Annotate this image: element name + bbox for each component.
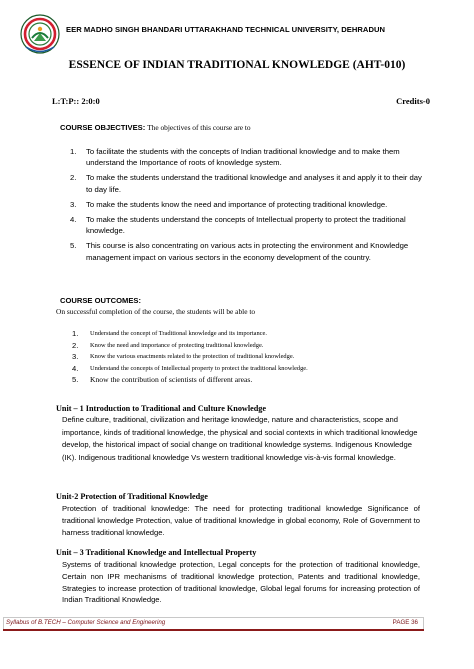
objective-text: To make the students understand the concepts of Intellectual property to protect the traditional knowledge.	[86, 215, 406, 236]
objective-item	[70, 199, 424, 210]
outcome-text: Understand the concept of Traditional knowledge and its importance.	[90, 330, 267, 337]
outcomes-list	[72, 328, 308, 386]
outcome-text: Know the various enactments related to the protection of traditional knowledge.	[90, 353, 295, 360]
ltp-hours: L:T:P:: 2:0:0	[52, 96, 100, 106]
outcome-number: 2.	[72, 340, 79, 350]
footer-syllabus-label: Syllabus of B.TECH – Computer Science and Engineering	[6, 619, 166, 626]
unit-3-body: Systems of traditional knowledge protection, Legal concepts for the protection of traditional knowledge, Certain non IPR mechanisms of traditional knowledge protection, Patents and traditional knowledge, Strategies to increase protection of traditional knowledge, Global legal forums for increasing protection of Indian Traditional Knowledge.	[62, 560, 420, 605]
university-seal-icon	[20, 14, 60, 54]
objectives-heading: COURSE OBJECTIVES:	[60, 123, 146, 132]
outcomes-heading: COURSE OUTCOMES:	[60, 296, 142, 305]
outcomes-intro: On successful completion of the course, the students will be able to	[56, 307, 256, 316]
footer-divider	[3, 629, 424, 631]
objective-item	[70, 214, 424, 236]
objectives-intro: The objectives of this course are to	[147, 123, 251, 132]
outcome-item	[72, 328, 308, 340]
objectives-heading-line	[60, 123, 251, 132]
unit-1-heading: Unit – 1 Introduction to Traditional and Culture Knowledge	[56, 404, 267, 413]
objective-number: 5.	[70, 241, 77, 251]
footer-page-number: PAGE 36	[392, 619, 418, 626]
objective-number: 1.	[70, 147, 77, 156]
objective-number: 3.	[70, 199, 77, 209]
unit-2-body: Protection of traditional knowledge: The need for protecting traditional knowledge Significance of traditional knowledge Protection, value of traditional knowledge in global economy, Role of Government to harness traditional knowledge.	[62, 504, 420, 537]
outcome-number: 1.	[72, 329, 79, 338]
objective-item	[70, 172, 424, 194]
outcome-item	[72, 340, 308, 352]
objective-item	[70, 240, 424, 262]
objective-text: To make the students understand the traditional knowledge and analyses it and apply it to their day to day life.	[86, 173, 422, 194]
unit-2-heading: Unit-2 Protection of Traditional Knowledge	[56, 492, 208, 501]
objective-text: To make the students know the need and importance of protecting traditional knowledge.	[86, 199, 388, 209]
objective-number: 2.	[70, 173, 77, 183]
objective-text: This course is also concentrating on various acts in protecting the environment and Knowledge management impact on various sectors in the economy development of the country.	[86, 241, 409, 262]
university-name: EER MADHO SINGH BHANDARI UTTARAKHAND TECHNICAL UNIVERSITY, DEHRADUN	[66, 25, 386, 34]
outcome-text: Know the need and importance of protecting traditional knowledge.	[90, 341, 264, 349]
outcome-text: Understand the concepts of Intellectual property to protect the traditional knowledge.	[90, 364, 308, 372]
outcome-number: 5.	[72, 375, 79, 384]
objective-number: 4.	[70, 215, 77, 225]
outcome-text: Know the contribution of scientists of different areas.	[90, 375, 253, 384]
course-title: ESSENCE OF INDIAN TRADITIONAL KNOWLEDGE (AHT-010)	[68, 59, 406, 71]
outcome-item	[72, 374, 308, 386]
credits-label: Credits-0	[396, 96, 430, 106]
outcome-item	[72, 363, 308, 375]
outcome-item	[72, 351, 308, 363]
outcome-number: 3.	[72, 352, 79, 361]
objectives-list	[70, 146, 424, 267]
unit-3-heading: Unit – 3 Traditional Knowledge and Intellectual Property	[56, 548, 257, 557]
objective-item	[70, 146, 424, 168]
objective-text: To facilitate the students with the concepts of Indian traditional knowledge and to make them understand the Importance of roots of knowledge system.	[86, 147, 400, 168]
unit-1-body: Define culture, traditional, civilization and heritage knowledge, nature and characteristics, scope and importance, kinds of traditional knowledge, the physical and social contexts in which traditional knowledge develop, the historical impact of social change on traditional knowledge systems. Indigenous Knowledge (IK). Indigenous traditional knowledge Vs western traditional knowledge vis-à-vis formal knowledge.	[62, 415, 418, 462]
outcome-number: 4.	[72, 363, 79, 373]
